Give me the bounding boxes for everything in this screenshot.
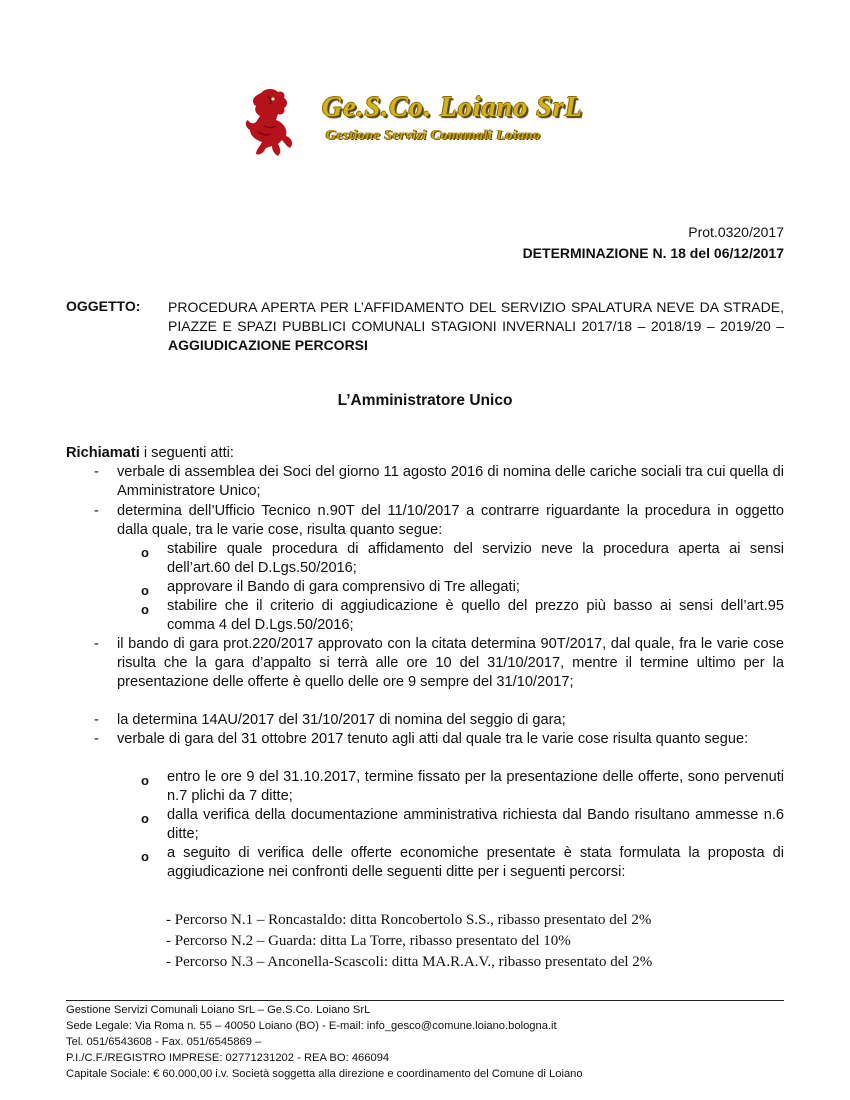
footer-line: P.I./C.F./REGISTRO IMPRESE: 02771231202 - REA BO: 466094: [66, 1052, 390, 1064]
bullet-mark: o: [141, 773, 149, 788]
determination-title: DETERMINAZIONE N. 18 del 06/12/2017: [522, 245, 784, 261]
subject-text: [168, 298, 784, 355]
sub-list-item: entro le ore 9 del 31.10.2017, termine fissato per la presentazione delle offerte, sono pervenuti n.7 plichi da 7 ditte;: [167, 769, 784, 804]
dash-mark: -: [94, 464, 99, 480]
subject-bold: AGGIUDICAZIONE PERCORSI: [168, 337, 368, 353]
list-item: la determina 14AU/2017 del 31/10/2017 di nomina del seggio di gara;: [117, 712, 566, 728]
logo-subtitle: Gestione Servizi Comunali Loiano: [326, 128, 541, 143]
logo-base: [260, 158, 274, 164]
sub-list-item: approvare il Bando di gara comprensivo di Tre allegati;: [167, 579, 520, 595]
route-item: - Percorso N.1 – Roncastaldo: ditta Roncobertolo S.S., ribasso presentato del 2%: [166, 912, 652, 928]
list-item: verbale di assemblea dei Soci del giorno 11 agosto 2016 di nomina delle cariche sociali tra cui quella di Amministratore Unico;: [117, 464, 784, 499]
subject-label: OGGETTO:: [66, 298, 141, 314]
sub-list-item: stabilire quale procedura di affidamento del servizio neve la procedura aperta ai sensi dell’art.60 del D.Lgs.50/2016;: [167, 541, 784, 576]
recalled-intro: [66, 444, 234, 463]
footer-line: Tel. 051/6543608 - Fax. 051/6545869 –: [66, 1036, 262, 1048]
footer-divider: [66, 1000, 784, 1001]
recalled-rest: i seguenti atti:: [139, 445, 234, 461]
route-item: - Percorso N.3 – Anconella-Scascoli: ditta MA.R.A.V., ribasso presentato del 2%: [166, 954, 653, 970]
dash-mark: -: [94, 636, 99, 652]
bullet-mark: o: [141, 811, 149, 826]
list-item: verbale di gara del 31 ottobre 2017 tenuto agli atti dal quale tra le varie cose risulta quanto segue:: [117, 731, 749, 747]
role-heading: L’Amministratore Unico: [337, 392, 513, 409]
sub-list-item: dalla verifica della documentazione amministrativa richiesta dal Bando risultano ammesse n.6 ditte;: [167, 807, 784, 842]
bullet-mark: o: [141, 583, 149, 598]
logo-title: Ge.S.Co. Loiano SrL: [322, 92, 583, 123]
dash-mark: -: [94, 731, 99, 747]
bullet-mark: o: [141, 602, 149, 617]
footer-line: Gestione Servizi Comunali Loiano SrL – Ge.S.Co. Loiano SrL: [66, 1004, 371, 1016]
sub-list-item: stabilire che il criterio di aggiudicazione è quello del prezzo più basso ai sensi dell’art.95 comma 4 del D.Lgs.50/2016;: [167, 598, 784, 633]
sub-list-item: a seguito di verifica delle offerte economiche presentate è stata formulata la proposta di aggiudicazione nei confronti delle seguenti ditte per i seguenti percorsi:: [167, 845, 784, 880]
bullet-mark: o: [141, 849, 149, 864]
route-item: - Percorso N.2 – Guarda: ditta La Torre, ribasso presentato del 10%: [166, 933, 571, 949]
footer-line: Sede Legale: Via Roma n. 55 – 40050 Loiano (BO) - E-mail: info_gesco@comune.loiano.bologna.it: [66, 1020, 557, 1032]
footer-line: Capitale Sociale: € 60.000,00 i.v. Società soggetta alla direzione e coordinamento del Comune di Loiano: [66, 1068, 583, 1080]
dash-mark: -: [94, 712, 99, 728]
subject-body: PROCEDURA APERTA PER L’AFFIDAMENTO DEL SERVIZIO SPALATURA NEVE DA STRADE, PIAZZE E SPAZI PUBBLICI COMUNALI STAGIONI INVERNALI 2017/18 – 2018/19 – 2019/20 –: [168, 299, 784, 334]
bullet-mark: o: [141, 545, 149, 560]
red-lion-icon: [242, 86, 300, 158]
protocol-number: Prot.0320/2017: [688, 224, 784, 240]
list-item: determina dell’Ufficio Tecnico n.90T del 11/10/2017 a contrarre riguardante la procedura in oggetto dalla quale, tra le varie cose, risulta quanto segue:: [117, 503, 784, 538]
dash-mark: -: [94, 503, 99, 519]
recalled-bold: Richiamati: [66, 445, 140, 461]
list-item: il bando di gara prot.220/2017 approvato con la citata determina 90T/2017, dal quale, fra le varie cose risulta che la gara d’appalto si terrà alle ore 10 del 31/10/2017, mentre il termine ultimo per la presentazione delle offerte è quello delle ore 9 sempre del 31/10/2017;: [117, 636, 784, 690]
